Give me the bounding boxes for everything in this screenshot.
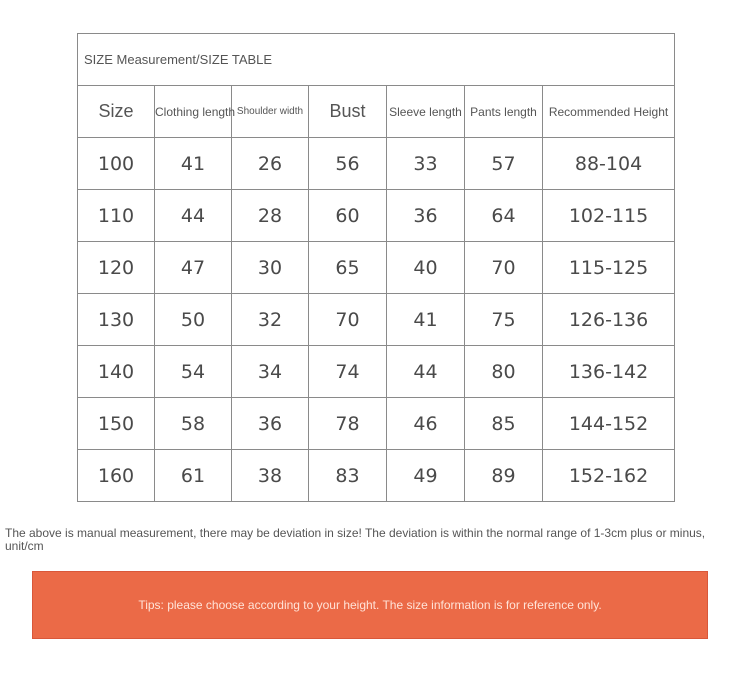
- cell-pants-length: 89: [465, 450, 543, 502]
- cell-pants-length: 80: [465, 346, 543, 398]
- cell-size: 120: [78, 242, 155, 294]
- cell-pants-length: 57: [465, 138, 543, 190]
- cell-shoulder-width: 38: [232, 450, 309, 502]
- header-clothing-length: Clothing length: [155, 86, 232, 138]
- cell-shoulder-width: 30: [232, 242, 309, 294]
- cell-bust: 70: [309, 294, 387, 346]
- cell-pants-length: 70: [465, 242, 543, 294]
- cell-sleeve-length: 49: [387, 450, 465, 502]
- cell-bust: 83: [309, 450, 387, 502]
- cell-clothing-length: 47: [155, 242, 232, 294]
- header-pants-length: Pants length: [465, 86, 543, 138]
- measurement-note: The above is manual measurement, there may be deviation in size! The deviation is within the normal range of 1-3cm plus or minus, unit/cm: [5, 526, 706, 553]
- cell-clothing-length: 50: [155, 294, 232, 346]
- table-row: [78, 294, 675, 346]
- cell-size: 100: [78, 138, 155, 190]
- cell-bust: 74: [309, 346, 387, 398]
- cell-size: 150: [78, 398, 155, 450]
- cell-bust: 78: [309, 398, 387, 450]
- cell-recommended-height: 152-162: [543, 450, 675, 502]
- cell-pants-length: 75: [465, 294, 543, 346]
- cell-size: 130: [78, 294, 155, 346]
- cell-sleeve-length: 40: [387, 242, 465, 294]
- cell-shoulder-width: 26: [232, 138, 309, 190]
- tips-text: Tips: please choose according to your height. The size information is for reference only.: [138, 598, 602, 612]
- cell-recommended-height: 102-115: [543, 190, 675, 242]
- table-header-row: [78, 86, 675, 138]
- table-row: [78, 398, 675, 450]
- table-row: [78, 242, 675, 294]
- cell-size: 160: [78, 450, 155, 502]
- cell-recommended-height: 88-104: [543, 138, 675, 190]
- cell-sleeve-length: 36: [387, 190, 465, 242]
- cell-shoulder-width: 36: [232, 398, 309, 450]
- table-row: [78, 450, 675, 502]
- cell-sleeve-length: 41: [387, 294, 465, 346]
- cell-size: 110: [78, 190, 155, 242]
- table-row: [78, 346, 675, 398]
- cell-shoulder-width: 34: [232, 346, 309, 398]
- cell-bust: 56: [309, 138, 387, 190]
- cell-size: 140: [78, 346, 155, 398]
- cell-sleeve-length: 44: [387, 346, 465, 398]
- cell-clothing-length: 58: [155, 398, 232, 450]
- cell-bust: 60: [309, 190, 387, 242]
- cell-recommended-height: 144-152: [543, 398, 675, 450]
- tips-banner: [32, 571, 708, 639]
- header-sleeve-length: Sleeve length: [387, 86, 465, 138]
- header-bust: Bust: [309, 86, 387, 138]
- cell-pants-length: 85: [465, 398, 543, 450]
- cell-recommended-height: 126-136: [543, 294, 675, 346]
- cell-sleeve-length: 33: [387, 138, 465, 190]
- table-row: [78, 190, 675, 242]
- cell-recommended-height: 136-142: [543, 346, 675, 398]
- cell-clothing-length: 54: [155, 346, 232, 398]
- header-size: Size: [78, 86, 155, 138]
- cell-clothing-length: 44: [155, 190, 232, 242]
- table-row: [78, 138, 675, 190]
- size-table: [77, 33, 675, 502]
- header-recommended-height: Recommended Height: [543, 86, 675, 138]
- cell-bust: 65: [309, 242, 387, 294]
- cell-clothing-length: 61: [155, 450, 232, 502]
- cell-shoulder-width: 28: [232, 190, 309, 242]
- cell-recommended-height: 115-125: [543, 242, 675, 294]
- cell-shoulder-width: 32: [232, 294, 309, 346]
- header-shoulder-width: Shoulder width: [232, 86, 309, 138]
- table-title: SIZE Measurement/SIZE TABLE: [78, 34, 675, 86]
- cell-pants-length: 64: [465, 190, 543, 242]
- cell-sleeve-length: 46: [387, 398, 465, 450]
- cell-clothing-length: 41: [155, 138, 232, 190]
